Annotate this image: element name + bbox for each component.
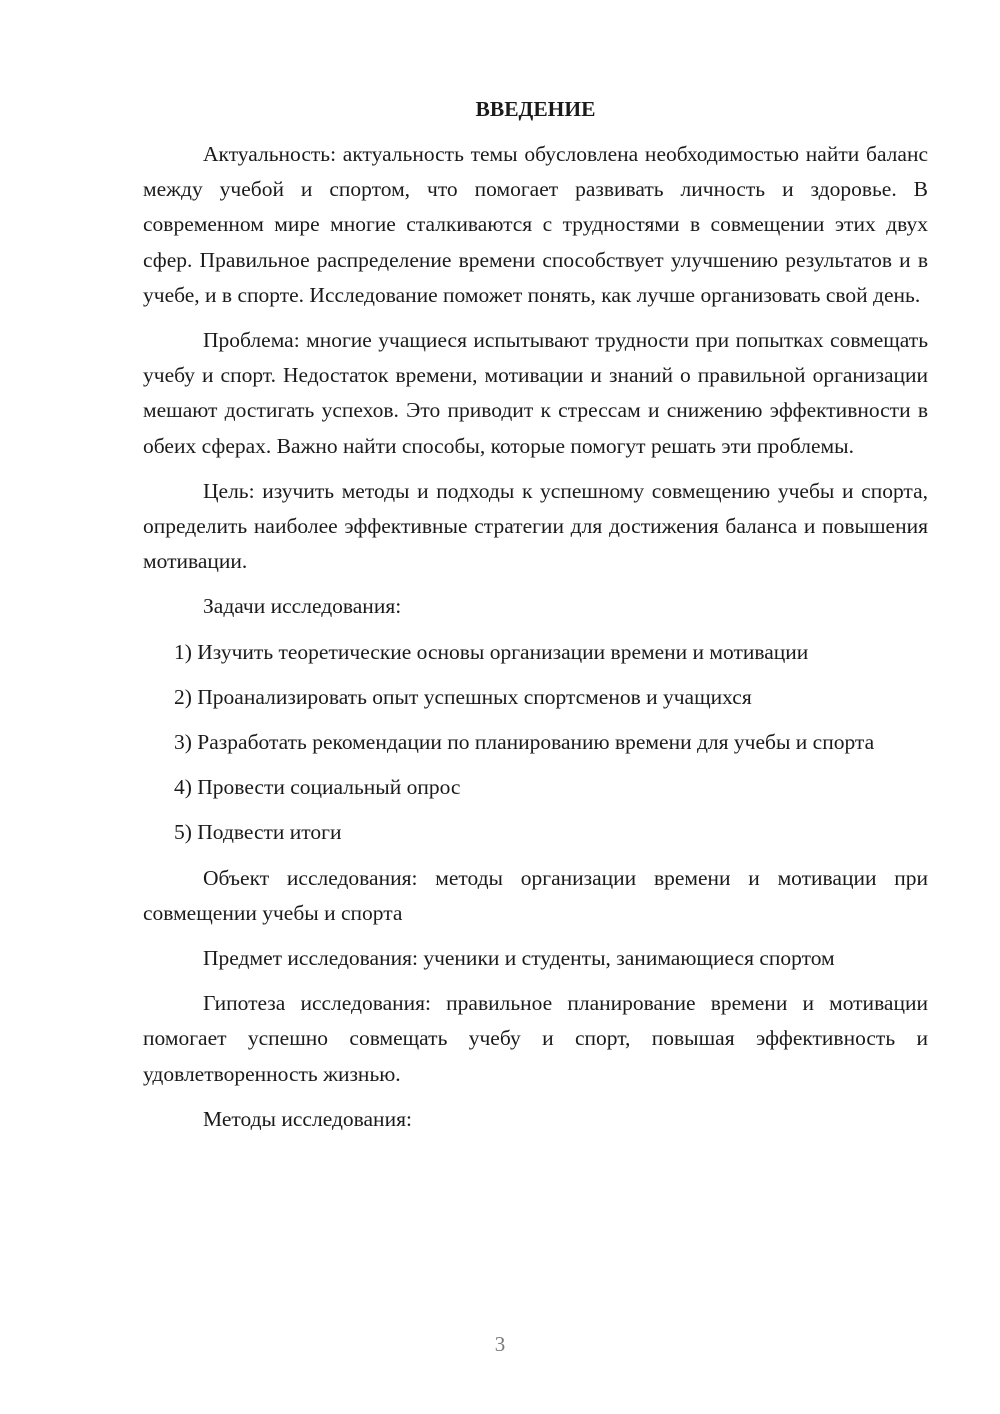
tasks-heading: Задачи исследования: [203,594,402,619]
paragraph-object: Объект исследования: методы организации времени и мотивации при совмещении учебы и спорта [143,865,928,925]
paragraph-goal: Цель: изучить методы и подходы к успешному совмещению учебы и спорта, определить наиболее эффективные стратегии для достижения баланса и повышения мотивации. [143,478,928,574]
task-item-1: 1) Изучить теоретические основы организации времени и мотивации [174,639,809,664]
paragraph-relevance: Актуальность: актуальность темы обусловлена необходимостью найти баланс между учебой и спортом, что помогает развивать личность и здоровье. В современном мире многие сталкиваются с трудностями в совмещении этих двух сфер. Правильное распределение времени способствует улучшению результатов и в учебе, и в спорте. Исследование поможет понять, как лучше организовать свой день. [143,142,928,307]
paragraph-problem: Проблема: многие учащиеся испытывают трудности при попытках совмещать учебу и спорт. Недостаток времени, мотивации и знаний о правильной организации мешают достигать успехов. Это приводит к стрессам и снижению эффективности в обеих сферах. Важно найти способы, которые помогут решать эти проблемы. [143,328,928,458]
paragraph-hypothesis: Гипотеза исследования: правильное планирование времени и мотивации помогает успешно совмещать учебу и спорт, повышая эффективность и удовлетворенность жизнью. [143,991,928,1086]
task-item-5: 5) Подвести итоги [174,820,342,845]
page-number: 3 [494,1332,506,1356]
section-title: ВВЕДЕНИЕ [475,97,596,121]
task-item-2: 2) Проанализировать опыт успешных спортсменов и учащихся [174,684,752,709]
task-item-4: 4) Провести социальный опрос [174,775,461,800]
tasks-list [143,635,928,851]
document-page [143,92,928,1147]
paragraph-subject: Предмет исследования: ученики и студенты, занимающиеся спортом [203,946,835,971]
methods-heading: Методы исследования: [203,1106,412,1131]
task-item-3: 3) Разработать рекомендации по планированию времени для учебы и спорта [174,730,875,755]
